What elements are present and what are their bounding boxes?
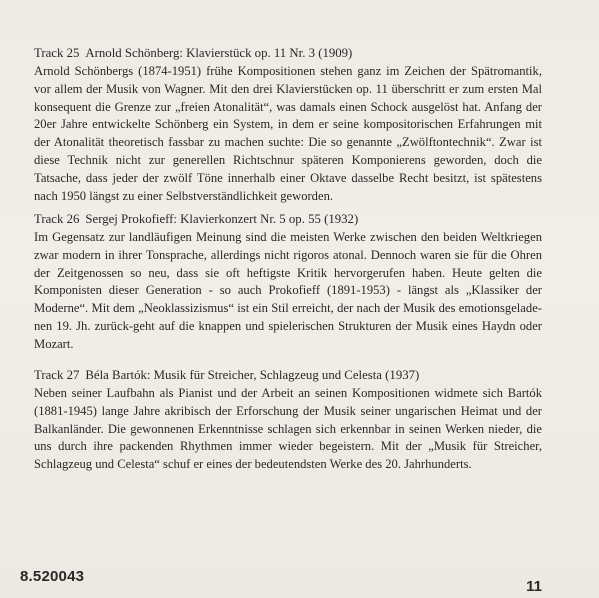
track-heading xyxy=(34,366,542,384)
track-title: Arnold Schönberg: Klavierstück op. 11 Nr. 3 (1909) xyxy=(85,46,353,60)
track-number: Track 25 xyxy=(34,46,80,60)
track-26-section xyxy=(34,210,542,354)
track-description: Im Gegensatz zur landläufigen Meinung sind die meisten Werke zwischen den beiden Weltkriegen zwar modern in ihrer Tonsprache, allerdings nicht rigoros atonal. Dennoch waren sie für die Ohren der Zeitgenossen so neu, dass sie oft heftigste Kritik hervorgerufen haben. Heute gelten die Komponisten dieser Generation - so auch Prokofieff (1891-1953) - längst als „Klassiker der Moderne“. Mit dem „Neoklassizismus“ ist ein Stil erreicht, der nach der Musik des emotionsgeladenen 19. Jh. zurück-geht auf die knappen und spielerischen Strukturen der Musik eines Haydn oder Mozart. xyxy=(34,230,542,351)
track-title: Béla Bartók: Musik für Streicher, Schlagzeug und Celesta (1937) xyxy=(85,368,420,382)
page-number: 11 xyxy=(526,578,542,595)
track-number: Track 27 xyxy=(34,368,80,382)
track-description: Neben seiner Laufbahn als Pianist und der Arbeit an seinen Kompositionen widmete sich Bartók (1881-1945) lange Jahre akribisch der Erforschung der Musik seiner ungarischen Heimat und der Balkanländer. Die gewonnenen Erkenntnisse schlagen sich erkennbar in seinen Werken nieder, die uns durch ihre packenden Rhythmen immer wieder begeistern. Mit der „Musik für Streicher, Schlagzeug und Celesta“ schuf er eines der bedeutendsten Werke des 20. Jahrhunderts. xyxy=(34,386,542,472)
track-number: Track 26 xyxy=(34,212,80,226)
track-title: Sergej Prokofieff: Klavierkonzert Nr. 5 op. 55 (1932) xyxy=(85,212,359,226)
catalog-number: 8.520043 xyxy=(20,568,85,585)
track-25-section xyxy=(34,44,542,205)
track-description: Arnold Schönbergs (1874-1951) frühe Kompositionen stehen ganz im Zeichen der Spätromantik, vor allem der Musik von Wagner. Mit den drei Klavierstücken op. 11 überschritt er zum ersten Mal konsequent die Grenze zur „freien Atonalität“, was damals einen Schock ausgelöst hat. Anfang der 20er Jahre entwickelte Schönberg ein System, in dem er seine kompositorischen Erfahrungen mit der Atonalität theoretisch fassbar zu machen suchte: Die so genannte „Zwölftontechnik“. Zwar ist diese Technik nicht zur generellen Richtschnur späteren Komponierens geworden, doch die Tatsache, dass jeder der zwölf Töne innerhalb einer Oktave dasselbe Recht besitzt, ist spätestens nach 1950 längst zu einer Selbstverständlichkeit geworden. xyxy=(34,64,542,203)
track-27-section xyxy=(34,366,542,474)
track-heading xyxy=(34,210,542,228)
track-heading xyxy=(34,44,542,62)
